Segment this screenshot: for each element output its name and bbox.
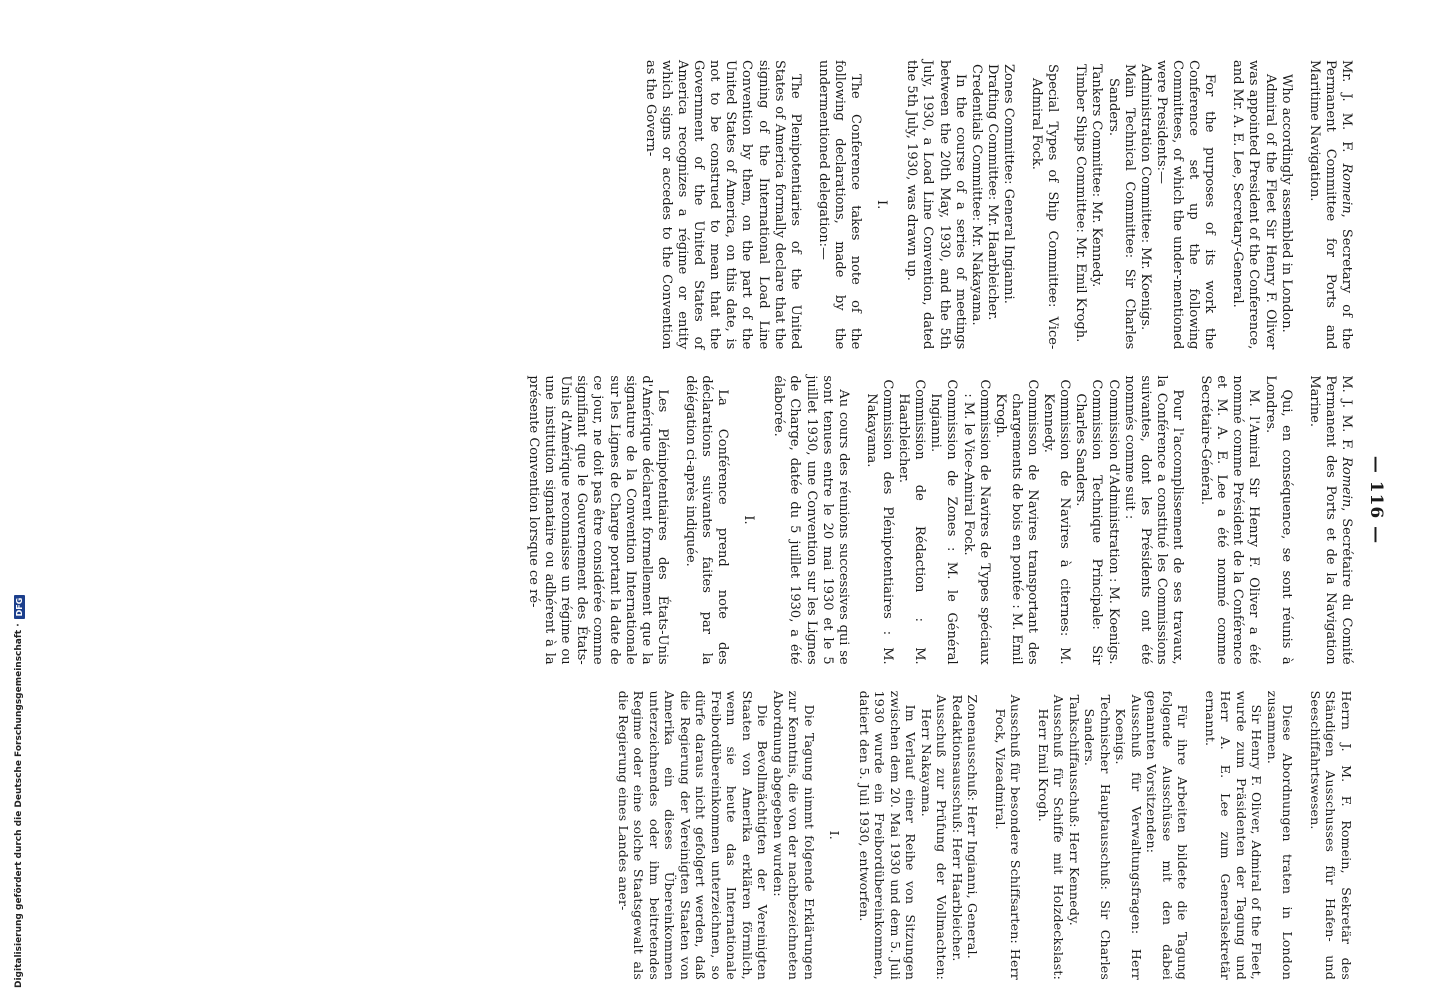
english-paragraph-3: For the purposes of its work the Conference set up the following Committees, of which the under-mentioned were Presidents:— [1153,60,1218,350]
german-paragraph-1: Diese Abordnungen traten in London zusammen. [1265,690,1296,980]
german-committee: Ausschuß zur Prüfung der Vollmachten: Herr Nakayama. [919,694,950,980]
german-committee: Zonenausschuß: Herr Ingianni, General. [965,694,981,959]
german-committee: Technischer Hauptausschuß: Sir Charles Sanders. [1082,694,1113,980]
french-committee: Commission des Plénipotentiaires : M. Nakayama. [863,379,896,665]
german-paragraph-2: Sir Henry F. Oliver, Admiral of the Fleet, wurde zum Präsidenten der Tagung und Herr A. E. Lee zum Generalsekretär ernannt. [1203,690,1265,980]
footer-text: Digitalisierung gefördert durch die Deutsche Forschungsgemeinschaft · [14,623,24,988]
french-paragraph-6: Les Plénipotentiaires des États-Unis d'Amérique déclarent formellement que la signature de la Convention Internationale sur les Lignes de Charge portant la date de ce jour, ne doit pas être considérée comme signifiant que le Gouvernement des États-Unis d'Amérique reconnaisse un régime ou une institution signataire ou adhérent à la présente Convention lorsque ce ré- [525,375,670,665]
german-intro: Herrn J. M. F. Romein, Sekretär des Ständigen Ausschusses für Hafen- und Seeschiffahrtswesen. [1308,690,1354,980]
english-paragraph-6: The Plenipotentiaries of the United States of America formally declare that the signing of the International Load Line Convention by them, on the part of the United States of America, on this date, is not to be construed to mean that the Government of the United States of America recognizes a régime or entity which signs or accedes to the Convention as the Govern- [642,60,803,350]
german-committee: Redaktionsausschuß: Herr Haarbleicher. [950,694,965,962]
three-language-columns [525,60,1354,980]
german-committee: Tankschiffausschuß: Herr Kennedy. [1067,694,1082,926]
german-paragraph-5: Die Tagung nimmt folgende Erklärungen zur Kenntnis, die von der nachbezeichneten Abordnung abgegeben wurden: [771,690,817,980]
german-paragraph-3: Für ihre Arbeiten bildete die Tagung folgende Ausschüsse mit den dabei genannten Vorsitzenden: [1144,690,1191,980]
french-column [525,375,1354,664]
french-intro: M. J. M. F. Romein, Secrétaire du Comité Permanent des Ports et de la Navigation Marine. [1306,375,1354,665]
french-committee: Commission de Navires de Types spéciaux : M. le Vice-Amiral Fock. [960,379,992,665]
french-paragraph-5: La Conférence prend note des déclarations suivantes faites par la délégation ci-après indiquée. [682,375,731,665]
digitization-footer [12,0,26,988]
english-section-heading: I. [874,200,890,210]
french-section-heading: I. [741,515,757,525]
english-paragraph-2: Admiral of the Fleet Sir Henry F. Oliver was appointed President of the Conference, and Mr. A. E. Lee, Secretary-General. [1230,60,1278,350]
french-committee: Commission de Navires à citernes: M. Kennedy. [1041,379,1073,665]
english-committee: Credentials Committee: Mr. Nakayama. [968,64,984,326]
page-number: — 116 — [1366,455,1386,545]
english-column [525,60,1354,349]
dfg-logo: DFG [14,595,25,620]
french-paragraph-4: Au cours des réunions successives qui se sont tenues entre le 20 mai 1930 et le 5 juillet 1930, une Convention sur les Lignes de Charge, datée du 5 juillet 1930, a été élaborée. [771,375,851,665]
english-paragraph-5: The Conference takes note of the following declarations, made by the undermentioned delegation:— [815,60,864,350]
german-committee: Ausschuß für Verwaltungsfragen: Herr Koenigs. [1113,694,1144,980]
english-committee: Timber Ships Committee: Mr. Emil Krogh. [1073,64,1089,343]
french-paragraph-1: Qui, en conséquence, se sont réunis à Londres. [1262,375,1294,665]
french-committee: Commission Technique Principale: Sir Charles Sanders. [1073,379,1105,665]
english-committee: Special Types of Ship Committee: Vice-Admiral Fock. [1029,64,1061,350]
french-paragraph-2: M. l'Amiral Sir Henry F. Oliver a été nommé comme Président de la Conférence et M. A. E. Lee a été nommé comme Secrétaire-Général. [1198,375,1262,665]
english-paragraph-4: In the course of a series of meetings between the 20th May, 1930, and the 5th July, 1930, a Load Line Convention, dated the 5th July, 1930, was drawn up. [904,60,968,350]
french-paragraph-3: Pour l'accomplissement de ses travaux, la Conférence a constitué les Commissions suivantes, dont les Présidents ont été nommés comme suit : [1121,375,1186,665]
english-committee: Main Technical Committee: Sir Charles Sanders. [1105,64,1137,350]
english-intro: Mr. J. M. F. Romein, Secretary of the Permanent Committee for Ports and Maritime Navigation. [1306,60,1354,350]
english-committee: Administration Committee: Mr. Koenigs. [1137,64,1153,331]
english-committee: Drafting Committee: Mr. Haarbleicher. [984,64,1000,321]
english-committee: Zones Committee: General Ingianni. [1001,64,1017,304]
german-paragraph-6: Die Bevollmächtigten der Vereinigten Staaten von Amerika erklären förmlich, wenn sie heute das Internationale Freibordübereinkommen unterzeichnen, so dürfe daraus nicht gefolgert werden, daß die Regierung der Vereinigten Staaten von Amerika ein dieses Übereinkommen unterzeichnendes oder ihm beitretendes Regime oder eine solche Staatsgewalt als die Regierung eines Landes aner- [616,690,771,980]
german-committee: Ausschuß für Schiffe mit Holzdeckslast: Herr Emil Krogh. [1036,694,1067,980]
german-committee: Ausschuß für besondere Schiffsarten: Herr Fock, Vizeadmiral. [993,694,1024,980]
german-paragraph-4: Im Verlauf einer Reihe von Sitzungen zwischen dem 20. Mai 1930 und dem 5. Juli 1930 wurde ein Freibordübereinkommen, datiert den 5. Juli 1930, entworfen. [857,690,919,980]
german-column [525,691,1354,980]
french-committee: Commisson de Navires transportant des chargements de bois en pontée : M. Emil Krogh. [992,379,1041,665]
english-paragraph-1: Who accordingly assembled in London. [1278,74,1294,333]
french-committee: Commission d'Administration : M. Koenigs. [1105,379,1121,665]
english-committee: Tankers Committee: Mr. Kennedy. [1089,64,1105,288]
french-committee: Commission de Zones : M. le Général Ingianni. [928,379,960,665]
german-section-heading: I. [827,830,843,840]
french-committee: Commission de Rédaction : M. Haarbleicher. [896,379,928,665]
